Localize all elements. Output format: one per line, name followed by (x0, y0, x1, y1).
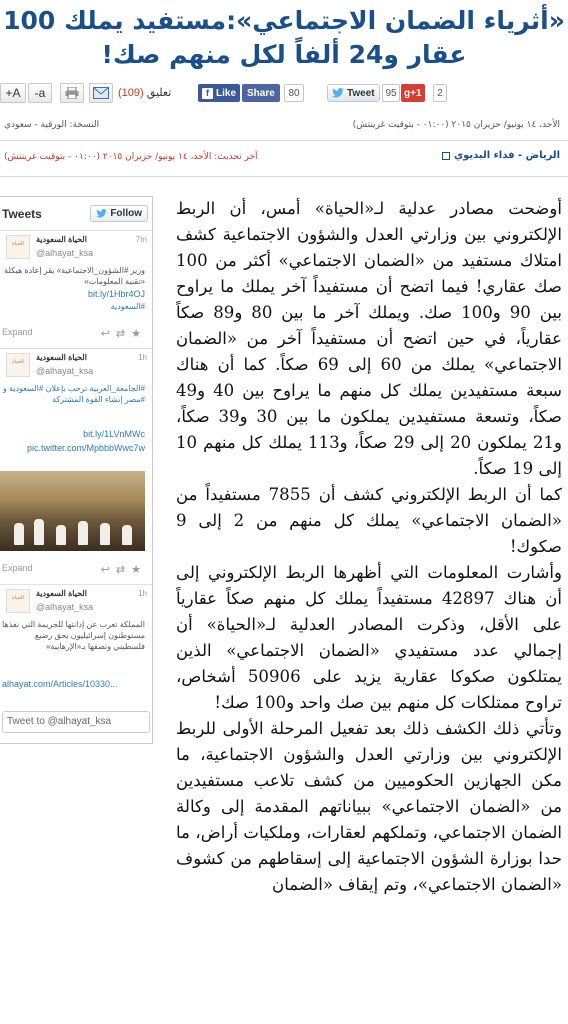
comments-link[interactable] (118, 86, 171, 99)
edition-label[interactable]: النسخة: الورقية - سعودي (4, 120, 100, 130)
article-paragraph: كما أن الربط الإلكتروني كشف أن 7855 مستفيداً من «الضمان الاجتماعي» يملك كل منهم من 2 إلى 9 صكوك! (176, 485, 562, 556)
reply-icon[interactable]: ↩ (100, 564, 116, 576)
print-button[interactable] (60, 83, 84, 103)
tweet-link[interactable]: bit.ly/1Hbr4OJ (87, 289, 145, 299)
reply-icon[interactable]: ↩ (100, 328, 116, 340)
facebook-icon: f (202, 88, 213, 99)
google-plus-label: +1 (410, 87, 422, 99)
author-name[interactable]: الرياض - فداء البديوي (453, 150, 560, 161)
print-icon (65, 87, 79, 99)
facebook-like-label: Like (216, 87, 237, 99)
tweet-pic-link[interactable]: pic.twitter.com/MpbbbWwc7w (26, 443, 145, 453)
google-plus-icon: g (404, 87, 411, 99)
comments-count: (109) (118, 87, 144, 99)
google-plus-count: 2 (433, 84, 447, 102)
tweet-item[interactable] (0, 585, 153, 705)
favorite-icon[interactable]: ★ (131, 564, 147, 576)
tweet-text: المملكة تعرب عن إدانتها للجريمة التي نفذها مستوطنون إسرائيليون بحق رضيع فلسطيني وتصفها بـ«الإرهابية» (2, 620, 145, 651)
expand-link[interactable]: Expand (2, 563, 33, 573)
font-increase-button[interactable]: +A (0, 83, 26, 103)
favorite-icon[interactable]: ★ (131, 328, 147, 340)
twitter-widget (0, 196, 153, 744)
tweet-text: وزير #الشؤون_الاجتماعية» يقر إعادة هيكلة «تقنية المعلومات» (4, 266, 145, 286)
article-body (176, 196, 562, 1024)
tweet-action-icons (101, 563, 147, 576)
article-paragraph: أوضحت مصادر عدلية لـ«الحياة» أمس، أن الربط الإلكتروني بين وزارتي العدل والشؤون الاجتماعية كشف امتلاك مستفيد من «الضمان الاجتماعي» أكثر من 100 صك عقاري! فيما اتضح أن مستفيداً آخر يملك ما يراوح بين 90 و100 صك. ويملك آخر ما بين 80 و89 صكاً عقارياً، في حين اتضح أن مستفيداً آخر من «الضمان الاجتماعي» يملك من 60 إلى 69 صكاً. كما أن هناك سبعة مستفيدين يملك كل منهم ما يراوح بين 40 و49 صكاً، وتسعة مستفيدين يملكون ما بين 30 و39 صكاً، و21 يملكون 20 إلى 29 صكاً، و113 يملك كل منهم 10 إلى 19 صكاً. (176, 199, 562, 478)
tweet-time[interactable]: 1h (138, 353, 147, 362)
tweet-actions (0, 327, 153, 341)
expand-link[interactable]: Expand (2, 327, 33, 337)
byline-divider (0, 176, 568, 177)
tweet-link[interactable]: bit.ly/1LVnMWc (83, 429, 145, 439)
byline (442, 150, 560, 161)
retweet-icon[interactable]: ⇄ (115, 328, 132, 340)
tweet-time[interactable]: 7m (135, 235, 147, 244)
font-decrease-button[interactable]: -a (28, 83, 52, 103)
article-toolbar (0, 80, 568, 108)
facebook-like-button[interactable] (198, 84, 240, 102)
tweet-author-handle[interactable]: @alhayat_ksa (36, 366, 94, 376)
tweet-hashtag[interactable]: #السعودية (110, 302, 145, 311)
tweet-item[interactable] (0, 231, 153, 349)
facebook-share-button[interactable]: Share (242, 84, 280, 102)
tweet-label: Tweet (347, 87, 375, 99)
tweet-button[interactable] (327, 84, 380, 102)
tweet-photo[interactable] (0, 471, 145, 551)
avatar[interactable] (6, 235, 30, 259)
tweet-author-handle[interactable]: @alhayat_ksa (36, 602, 94, 612)
widget-header (0, 197, 152, 231)
tweet-actions (0, 563, 153, 577)
widget-title: Tweets (2, 206, 42, 221)
facebook-share-count: 80 (284, 84, 304, 102)
publish-date: الأحد، ١٤ يونيو/ حزيران ٢٠١٥ (٠١:٠٠ - بتوقيت غرينتش) (352, 120, 560, 130)
avatar-logo-text: الحياة (12, 595, 24, 601)
tweet-action-icons (101, 327, 147, 340)
article-headline (0, 0, 568, 78)
avatar[interactable] (6, 589, 30, 613)
google-plus-button[interactable] (401, 84, 425, 102)
avatar-logo-text: الحياة (12, 241, 24, 247)
headline-line-1: «أثرياء الضمان الاجتماعي»:مستفيد يملك 100 (3, 6, 565, 35)
avatar[interactable] (6, 353, 30, 377)
twitter-bird-icon (332, 88, 344, 98)
follow-button[interactable] (90, 205, 148, 222)
tweet-link[interactable]: alhayat.com/Articles/10330... (2, 679, 118, 689)
article-paragraph: وتأتي ذلك الكشف ذلك بعد تفعيل المرحلة الأولى للربط الإلكتروني بين وزارتي العدل والشؤون الاجتماعية، ما مكن الجهازين الحكوميين من كشف تلاعب مستفيدين من «الضمان الاجتماعي» ببياناتهم المقدمة إلى وكالة الضمان الاجتماعي، وتملكهم لعقارات، وملكيات أراض، ما حدا بوزارة الشؤون الاجتماعية إلى إسقاطهم من كشوف «الضمان الاجتماعي»، وتم إيقاف «الضمان (176, 719, 562, 894)
article-paragraph: وأشارت المعلومات التي أظهرها الربط الإلكتروني إلى أن هناك 42897 مستفيداً يملك كل منهم صكاً عقارياً على الأقل، وذكرت المصادر العدلية لـ«الحياة» أن إجمالي عدد مستفيدي «الضمان الاجتماعي» الذين يمتلكون صكوكا عقارية يزيد على 50906 أشخاص، تراوح ممتلكات كل منهم بين صك واحد و100 صك! (176, 563, 562, 712)
tweet-author-handle[interactable]: @alhayat_ksa (36, 248, 94, 258)
email-button[interactable] (89, 83, 113, 103)
twitter-bird-icon (96, 209, 107, 218)
comments-label: تعليق (146, 87, 172, 99)
author-square-icon (442, 152, 450, 160)
avatar-logo-text: الحياة (12, 359, 24, 365)
tweet-count: 95 (382, 84, 400, 102)
last-updated: آخر تحديث: الأحد، ١٤ يونيو/ حزيران ٢٠١٥ (٠١:٠٠ - بتوقيت غرينتش) (4, 152, 258, 162)
tweet-text: #الجامعة_العربية ترحب بإعلان #السعودية و #مصر إنشاء القوة المشتركة (2, 384, 145, 404)
tweet-author-name[interactable]: الحياة السعودية (36, 589, 87, 598)
headline-line-2: عقار و24 ألفاً لكل منهم صك! (101, 40, 467, 69)
tweet-to-input[interactable]: Tweet to @alhayat_ksa (2, 711, 150, 733)
tweet-time[interactable]: 1h (138, 589, 147, 598)
retweet-icon[interactable]: ⇄ (115, 564, 132, 576)
tweet-author-name[interactable]: الحياة السعودية (36, 353, 87, 362)
tweet-item[interactable] (0, 349, 153, 585)
follow-label: Follow (110, 208, 142, 219)
meta-divider (0, 140, 568, 141)
email-icon (93, 87, 109, 99)
tweet-author-name[interactable]: الحياة السعودية (36, 235, 87, 244)
